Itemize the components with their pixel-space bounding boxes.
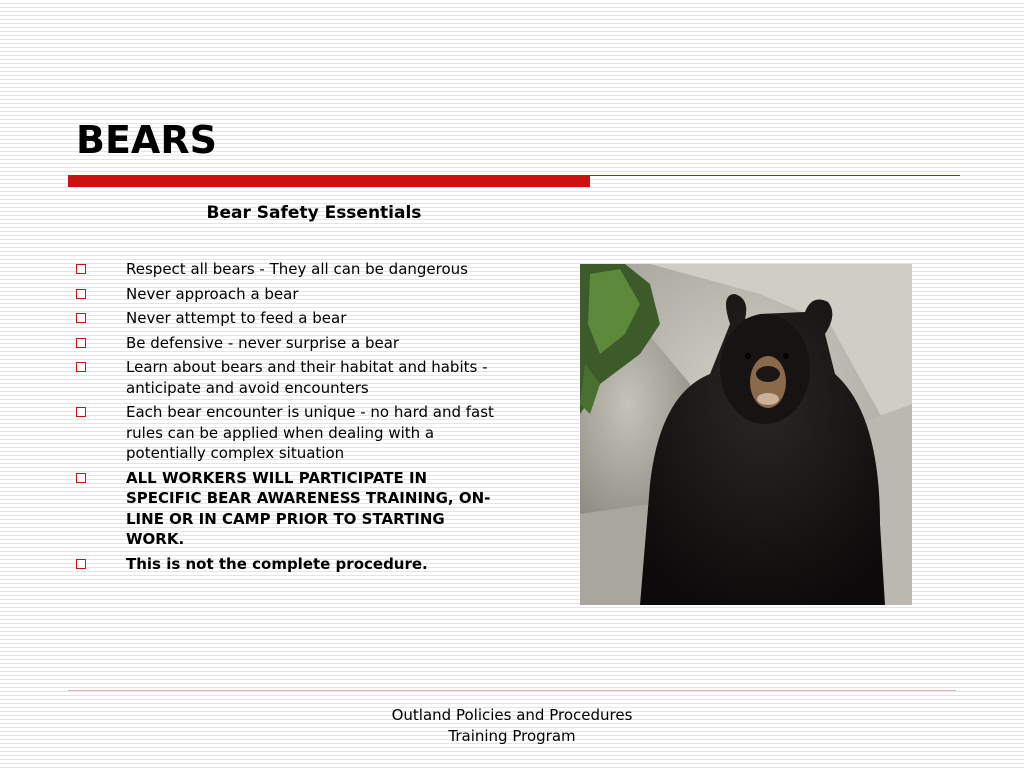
footer-line-2: Training Program — [448, 727, 576, 745]
square-bullet-icon — [76, 313, 86, 323]
bullet-text: Learn about bears and their habitat and habits - anticipate and avoid encounters — [126, 358, 488, 397]
bear-photo — [580, 264, 912, 605]
footer-divider — [68, 690, 956, 691]
bullet-text: Never attempt to feed a bear — [126, 309, 347, 327]
bear-image — [580, 264, 912, 605]
square-bullet-icon — [76, 264, 86, 274]
slide-subtitle: Bear Safety Essentials — [206, 203, 422, 223]
square-bullet-icon — [76, 289, 86, 299]
bullet-item — [76, 357, 506, 398]
bullet-text: Respect all bears - They all can be dangerous — [126, 260, 468, 278]
footer-line-1: Outland Policies and Procedures — [391, 706, 633, 724]
bullet-item — [76, 259, 506, 280]
bullet-item — [76, 308, 506, 329]
bullet-item-bold — [76, 468, 506, 550]
square-bullet-icon — [76, 338, 86, 348]
bullet-text: Be defensive - never surprise a bear — [126, 333, 400, 352]
square-bullet-icon — [76, 407, 86, 417]
slide-title: BEARS — [76, 118, 217, 162]
title-underline-thin — [590, 175, 960, 176]
footer — [352, 705, 672, 747]
bullet-item — [76, 402, 506, 464]
bullet-text: Each bear encounter is unique - no hard and fast rules can be applied when dealing with a potentially complex situation — [126, 403, 494, 462]
title-underline-thick — [68, 175, 590, 187]
bullet-text: Never approach a bear — [126, 284, 299, 303]
bullet-list — [76, 259, 506, 578]
bullet-text: This is not the complete procedure. — [126, 554, 428, 573]
bullet-item-bold — [76, 554, 506, 575]
square-bullet-icon — [76, 473, 86, 483]
square-bullet-icon — [76, 362, 86, 372]
square-bullet-icon — [76, 559, 86, 569]
bullet-item — [76, 333, 506, 354]
bullet-text: ALL WORKERS WILL PARTICIPATE IN SPECIFIC BEAR AWARENESS TRAINING, ON-LINE OR IN CAMP PRIOR TO STARTING WORK. — [126, 468, 491, 548]
bullet-item — [76, 284, 506, 305]
